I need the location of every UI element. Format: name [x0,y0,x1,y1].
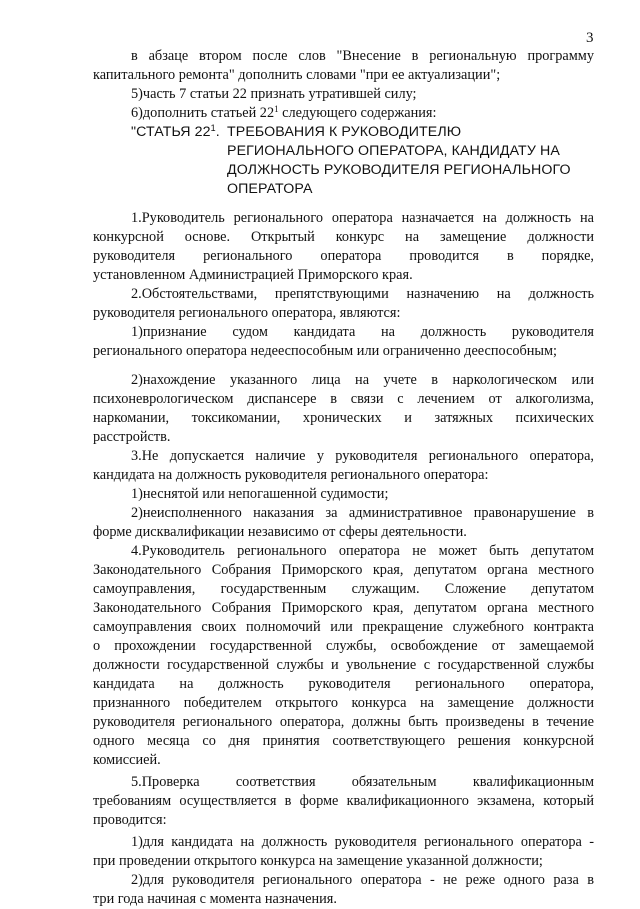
body-line: комиссией. [93,752,161,768]
body-line: при проведении открытого конкурса на замещение указанной должности; [93,853,543,869]
article-number-end: . [215,124,220,140]
body-line: 1)для кандидата на должность руководителя регионального оператора - [131,834,594,850]
body-line: конкурсной основе. Открытый конкурс на замещение должности [93,229,594,245]
article-title-line-4: ОПЕРАТОРА [227,181,313,197]
intro-item-6-sup: 1 [274,104,279,114]
body-line: о прохождении государственной службы, освобождение от замещаемой [93,638,594,654]
body-line: 2)нахождение указанного лица на учете в наркологическом или [131,372,594,388]
body-line: форме дисквалификации независимо от сферы деятельности. [93,524,467,540]
article-title-line-3: ДОЛЖНОСТЬ РУКОВОДИТЕЛЯ РЕГИОНАЛЬНОГО [227,162,571,178]
body-line: самоуправления своих полномочий или прекращение служебного контракта [93,619,594,635]
body-line: требованиям осуществляется в форме квалификационного экзамена, который [93,793,594,809]
body-line: психоневрологическом диспансере в связи с лечением от алкоголизма, [93,391,594,407]
body-line: расстройств. [93,429,171,445]
body-line: 3.Не допускается наличие у руководителя регионального оператора, [131,448,594,464]
article-title-line-2: РЕГИОНАЛЬНОГО ОПЕРАТОРА, КАНДИДАТУ НА [227,143,560,159]
body-line: проводится: [93,812,167,828]
intro-item-5: 5)часть 7 статьи 22 признать утратившей силу; [131,86,417,102]
article-title-line-1: ТРЕБОВАНИЯ К РУКОВОДИТЕЛЮ [227,124,462,140]
body-line: 2.Обстоятельствами, препятствующими назначению на должность [131,286,594,302]
body-line: кандидата на должность руководителя регионального оператора: [93,467,489,483]
body-line: 4.Руководитель регионального оператора не может быть депутатом [131,543,594,559]
body-line: 1)признание судом кандидата на должность руководителя [131,324,594,340]
body-line: должности государственной службы и увольнение с государственной службы [93,657,594,673]
body-line: 2)неисполненного наказания за административное правонарушение в [131,505,594,521]
body-line: Законодательного Собрания Приморского края, депутатом органа местного [93,562,594,578]
body-line: регионального оператора недееспособным или ограниченно дееспособным; [93,343,558,359]
intro-item-6 [131,104,436,123]
body-line: признанного победителем открытого конкурса на замещение должности [93,695,594,711]
intro-line-2: капитального ремонта" дополнить словами "при ее актуализации"; [93,67,501,83]
body-line: три года начиная с момента назначения. [93,891,337,907]
body-line: наркомании, токсикомании, хронических и затяжных психических [93,410,594,426]
article-number-sup: 1 [210,123,216,133]
body-line: одного месяца со дня принятия соответствующего решения конкурсной [93,733,594,749]
intro-line-1: в абзаце втором после слов "Внесение в региональную программу [131,48,594,64]
article-number-text: "СТАТЬЯ 22 [131,124,211,140]
body-line: 1)неснятой или непогашенной судимости; [131,486,389,502]
article-number [131,123,220,142]
body-line: руководителя регионального оператора, являются: [93,305,401,321]
body-line: Законодательного Собрания Приморского края, депутатом органа местного [93,600,594,616]
body-line: 5.Проверка соответствия обязательным квалификационным [131,774,594,790]
page-number: 3 [586,30,594,46]
body-line: кандидата на должность руководителя регионального оператора, [93,676,594,692]
body-line: самоуправления, государственным служащим. Сложение депутатом [93,581,594,597]
intro-item-6-tail: следующего содержания: [278,105,437,121]
body-line: руководителя регионального оператора, должны быть произведены в течение [93,714,594,730]
body-line: 1.Руководитель регионального оператора назначается на должность на [131,210,594,226]
body-line: руководителя регионального оператора проводится в порядке, [93,248,594,264]
body-line: 2)для руководителя регионального оператора - не реже одного раза в [131,872,594,888]
intro-item-6-text: 6)дополнить статьей 22 [131,105,275,121]
body-line: установленном Администрацией Приморского края. [93,267,413,283]
